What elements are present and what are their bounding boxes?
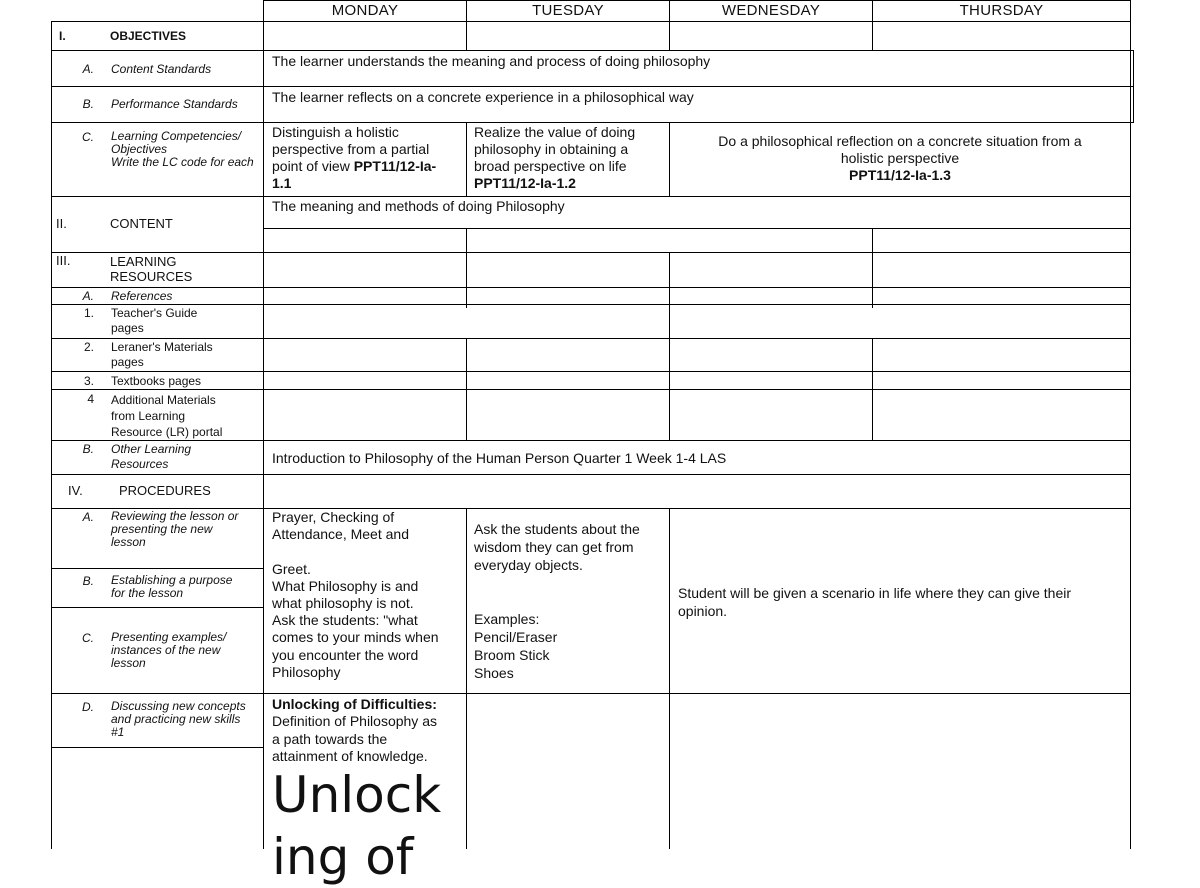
competency-tuesday-text: Realize the value of doing philosophy in obtaining a broad perspective on life <box>474 124 636 174</box>
learners-materials-number: 2. <box>83 340 94 354</box>
references-number: A. <box>82 289 94 303</box>
competency-monday <box>272 124 464 192</box>
section-objectives-title: OBJECTIVES <box>110 29 187 43</box>
textbooks-number: 3. <box>83 374 94 388</box>
header-monday: MONDAY <box>331 2 399 19</box>
competency-wednesday <box>672 133 1128 184</box>
competency-tuesday-code: PPT11/12-Ia-1.2 <box>474 175 576 191</box>
competency-monday-code: PPT11/12-Ia- 1.1 <box>272 158 437 191</box>
procedure-d-number: D. <box>82 700 94 714</box>
content-standards-value: The learner understands the meaning and process of doing philosophy <box>272 53 711 69</box>
content-standards-number: A. <box>82 62 94 76</box>
performance-standards-label: Performance Standards <box>111 97 238 111</box>
procedure-c-label: Presenting examples/ instances of the new lesson <box>111 630 227 670</box>
content-standards-label: Content Standards <box>111 62 212 76</box>
performance-standards-number: B. <box>82 97 94 111</box>
header-tuesday: TUESDAY <box>532 2 604 19</box>
procedure-b-label: Establishing a purpose for the lesson <box>111 573 233 600</box>
teachers-guide-number: 1. <box>83 306 94 320</box>
additional-materials-label: Additional Materials from Learning Resource (LR) portal <box>111 393 223 439</box>
procedure-monday-abc: Prayer, Checking of Attendance, Meet and Greet. What Philosophy is and what philosophy is not. Ask the students: "what comes to your minds when you encounter the word Philosophy <box>272 509 439 680</box>
other-resources-value: Introduction to Philosophy of the Human Person Quarter 1 Week 1-4 LAS <box>272 450 727 466</box>
competencies-label: Learning Competencies/ Objectives Write the LC code for each <box>111 129 254 169</box>
section-content-number: II. <box>56 216 67 231</box>
section-objectives-number: I. <box>59 29 66 43</box>
competency-monday-text: Distinguish a holistic perspective from a partial point of view <box>272 124 430 174</box>
procedure-monday-d-title: Unlocking of Difficulties: <box>272 696 437 712</box>
other-resources-number: B. <box>82 442 94 456</box>
procedure-c-number: C. <box>82 631 94 645</box>
section-procedures-title: PROCEDURES <box>119 483 211 498</box>
procedure-a-number: A. <box>82 510 94 524</box>
competency-wednesday-text: Do a philosophical reflection on a concrete situation from a holistic perspective <box>718 133 1082 166</box>
procedure-monday-d-text: Definition of Philosophy as a path towards the attainment of knowledge. <box>272 713 437 764</box>
references-label: References <box>111 289 173 303</box>
procedure-tuesday-abc: Ask the students about the wisdom they can get from everyday objects. Examples: Pencil/Eraser Broom Stick Shoes <box>474 521 640 681</box>
performance-standards-value: The learner reflects on a concrete experience in a philosophical way <box>272 89 694 105</box>
textbooks-label: Textbooks pages <box>111 374 202 388</box>
procedure-d-label: Discussing new concepts and practicing new skills #1 <box>111 699 246 739</box>
additional-materials-number: 4 <box>87 392 94 406</box>
section-procedures-number: IV. <box>68 483 83 498</box>
procedure-monday-d-big-text: Unlock ing of <box>272 766 442 886</box>
header-thursday: THURSDAY <box>959 2 1044 19</box>
other-resources-label: Other Learning Resources <box>111 442 192 471</box>
procedure-b-number: B. <box>82 574 94 588</box>
competencies-number: C. <box>82 130 94 144</box>
competency-tuesday <box>474 124 668 192</box>
competency-wednesday-code: PPT11/12-Ia-1.3 <box>849 167 951 183</box>
learners-materials-label: Leraner's Materials pages <box>111 340 213 369</box>
procedure-a-label: Reviewing the lesson or presenting the new lesson <box>111 509 239 549</box>
teachers-guide-label: Teacher's Guide pages <box>111 306 198 335</box>
section-resources-title: LEARNING RESOURCES <box>110 254 193 284</box>
procedure-wednesday-abc: Student will be given a scenario in life where they can give their opinion. <box>678 585 1071 619</box>
section-content-title: CONTENT <box>110 216 173 231</box>
header-wednesday: WEDNESDAY <box>721 2 821 19</box>
content-value: The meaning and methods of doing Philosophy <box>272 198 565 214</box>
section-resources-number: III. <box>56 253 71 268</box>
